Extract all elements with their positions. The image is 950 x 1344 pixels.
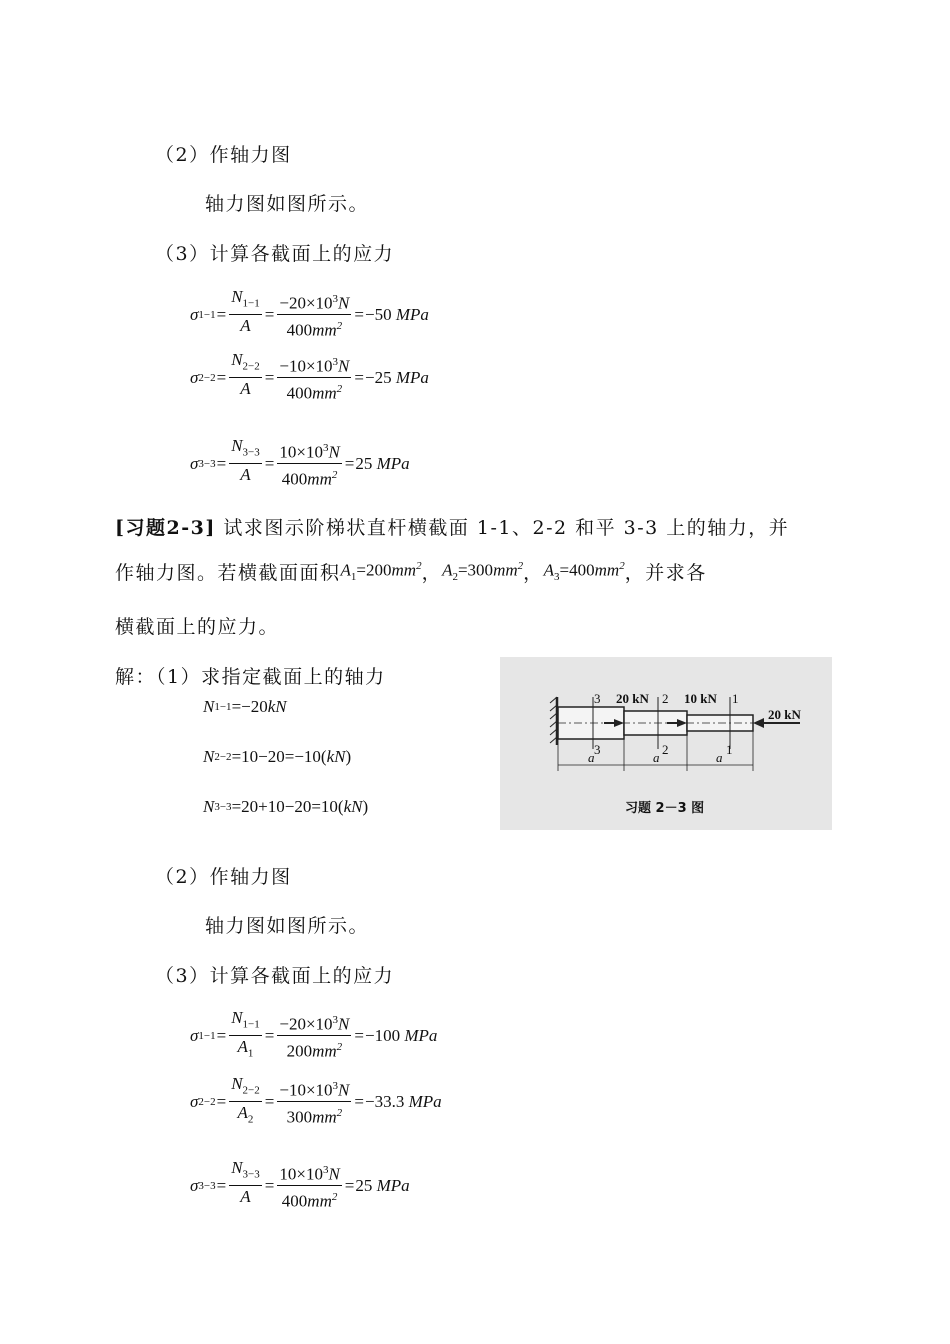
section-label: 1 bbox=[726, 742, 733, 757]
section-label: 2 bbox=[662, 691, 669, 706]
stress-equation: σ 2−2 = $\frac{N_{2-2}}{A_2}$ = $\frac{-10\times 10^3N}{300mm^2}$ = −33.3 MPa bbox=[190, 1074, 442, 1128]
step2-text: 轴力图如图所示。 bbox=[205, 915, 370, 937]
solution-step1: 解：（1）求指定截面上的轴力 bbox=[115, 666, 386, 688]
stress-equation: σ 1−1 = $\frac{N_{1-1}}{A_1}$ = $\frac{-20\times 10^3N}{200mm^2}$ = −100 MPa bbox=[190, 1008, 438, 1062]
stress-equation: σ 2−2 = $\frac{N_{2-2}}{A}$ = $\frac{-10\times 10^3N}{400mm^2}$ = −25 MPa bbox=[190, 350, 429, 404]
load-label: 20 kN bbox=[768, 707, 801, 722]
problem-line-1: [习题2-3] 试求图示阶梯状直杆横截面 1-1、2-2 和平 3-3 上的轴力，并 bbox=[115, 517, 790, 539]
step3-title: （3）计算各截面上的应力 bbox=[155, 243, 395, 265]
load-label: 20 kN bbox=[616, 691, 649, 706]
step2-title: （2）作轴力图 bbox=[155, 866, 292, 888]
axial-force-equation: N 2−2 =10−20=−10( kN ) bbox=[203, 747, 352, 766]
step3-title: （3）计算各截面上的应力 bbox=[155, 965, 395, 987]
dimension-label: a bbox=[588, 750, 595, 765]
step2-text: 轴力图如图所示。 bbox=[205, 193, 370, 215]
load-label: 10 kN bbox=[684, 691, 717, 706]
section-label: 3 bbox=[594, 742, 601, 757]
dimension-label: a bbox=[716, 750, 723, 765]
stress-equation: σ 3−3 = $\frac{N_{3-3}}{A}$ = $\frac{10\times 10^3N}{400mm^2}$ = 25 MPa bbox=[190, 1158, 410, 1212]
axial-force-equation: N 3−3 =20+10−20=10( kN ) bbox=[203, 797, 369, 816]
figure-caption: 习题 2－3 图 bbox=[625, 801, 705, 816]
problem-label: [习题2-3] bbox=[115, 517, 216, 539]
problem-line-3: 横截面上的应力。 bbox=[115, 616, 280, 638]
stress-equation: σ 1−1 = $\frac{N_{1-1}}{A}$ = $\frac{-20\times 10^3N}{400mm^2}$ = −50 MPa bbox=[190, 287, 429, 341]
solution-label: 解： bbox=[115, 666, 157, 688]
section-label: 1 bbox=[732, 691, 739, 706]
step2-title: （2）作轴力图 bbox=[155, 144, 292, 166]
axial-force-equation: N 1−1 =−20 kN bbox=[203, 697, 287, 716]
stepped-bar-figure bbox=[500, 657, 832, 830]
problem-line-2: 作轴力图。若横截面面积 $A_1=200mm^2$ ， $A_2=300mm^2$ ， $A_3=400mm^2$ ，并求各 bbox=[115, 559, 707, 584]
dimension-label: a bbox=[653, 750, 660, 765]
section-label: 2 bbox=[662, 742, 669, 757]
section-label: 3 bbox=[594, 691, 601, 706]
stress-equation: σ 3−3 = $\frac{N_{3-3}}{A}$ = $\frac{10\times 10^3N}{400mm^2}$ = 25 MPa bbox=[190, 436, 410, 490]
